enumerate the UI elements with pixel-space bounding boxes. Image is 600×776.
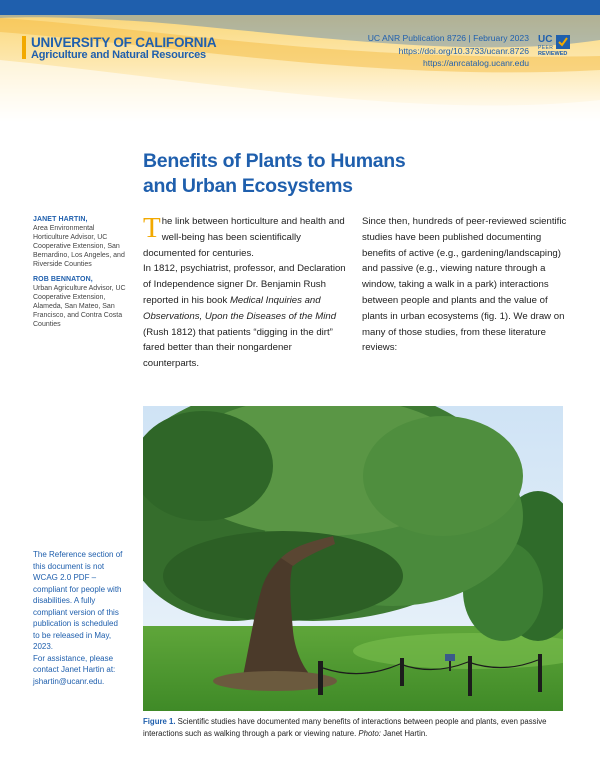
peer-label: PEER — [538, 45, 554, 51]
peer-reviewed-badge — [538, 34, 578, 64]
book-title: Medical Inquiries and Observations, Upon the Diseases of the Mind — [143, 294, 337, 322]
wcag-notice: The Reference section of this document is not WCAG 2.0 PDF – compliant for people with disabilities. A fully compliant version of this publication is scheduled to be released in May, 2023. — [33, 550, 123, 651]
body-column-1 — [143, 214, 348, 372]
figure-label: Figure 1. — [143, 717, 176, 726]
figure-caption — [143, 716, 573, 740]
studies-paragraph: Since then, hundreds of peer-reviewed scientific studies have been published documenting benefits of active (e.g., gardening/landscaping) and passive (e.g., viewing nature through a window, taking a walk in a park) interactions between people and plants and the value of plants in urban ecosystems (fig. 1). We draw on many of those studies, from these literature reviews: — [362, 216, 567, 354]
photo-label: Photo: — [358, 729, 381, 738]
author-name: JANET HARTIN, — [33, 216, 88, 223]
publication-number: UC ANR Publication 8726 | February 2023 — [367, 33, 529, 43]
peer-uc-text: UC — [538, 34, 553, 45]
doi-link[interactable]: https://doi.org/10.3733/ucanr.8726 — [398, 45, 529, 56]
header-banner — [0, 0, 600, 122]
checkmark-icon — [556, 35, 570, 49]
rush-text-b: (Rush 1812) that patients “digging in the dirt” fared better than their nongardener counterparts. — [143, 326, 333, 370]
title-line-2: and Urban Ecosystems — [143, 175, 353, 197]
figure-1-photo — [143, 406, 563, 711]
peer-reviewed-label: REVIEWED — [538, 51, 568, 57]
title-line-1: Benefits of Plants to Humans — [143, 150, 406, 172]
rush-text-a: In 1812, psychiatrist, professor, and Declaration of Independence signer Dr. Benjamin Rush reported in his book — [143, 263, 346, 306]
author-list — [33, 215, 128, 335]
assistance-contact: For assistance, please contact Janet Hartin at: jshartin@ucanr.edu. — [33, 653, 116, 686]
author-description: Area Environmental Horticulture Advisor, UC Cooperative Extension, San Bernardino, Los Angeles, and Riverside Counties — [33, 225, 125, 268]
caption-text: Scientific studies have documented many benefits of interactions between people and plants, even passive interactions such as walking through a park or viewing nature. — [143, 717, 547, 738]
author-description: Urban Agriculture Advisor, UC Cooperative Extension, Alameda, San Mateo, San Francisco, and Contra Costa Counties — [33, 285, 126, 328]
page-title — [143, 149, 443, 199]
logo-division: Agriculture and Natural Resources — [31, 49, 206, 61]
photo-credit: Janet Hartin. — [380, 729, 428, 738]
logo-accent-bar — [22, 36, 26, 59]
drop-cap: T — [143, 212, 161, 244]
intro-paragraph: he link between horticulture and health and well-being has been scientifically documented for centuries. — [143, 216, 345, 259]
publication-info — [368, 32, 529, 70]
rush-paragraph — [143, 261, 348, 372]
author-name: ROB BENNATON, — [33, 276, 93, 283]
catalog-link[interactable]: https://anrcatalog.ucanr.edu — [422, 58, 529, 68]
logo-university: UNIVERSITY OF CALIFORNIA — [31, 35, 217, 50]
accessibility-note — [33, 549, 125, 687]
park-tree-photo — [143, 406, 563, 711]
body-column-2 — [362, 214, 570, 356]
